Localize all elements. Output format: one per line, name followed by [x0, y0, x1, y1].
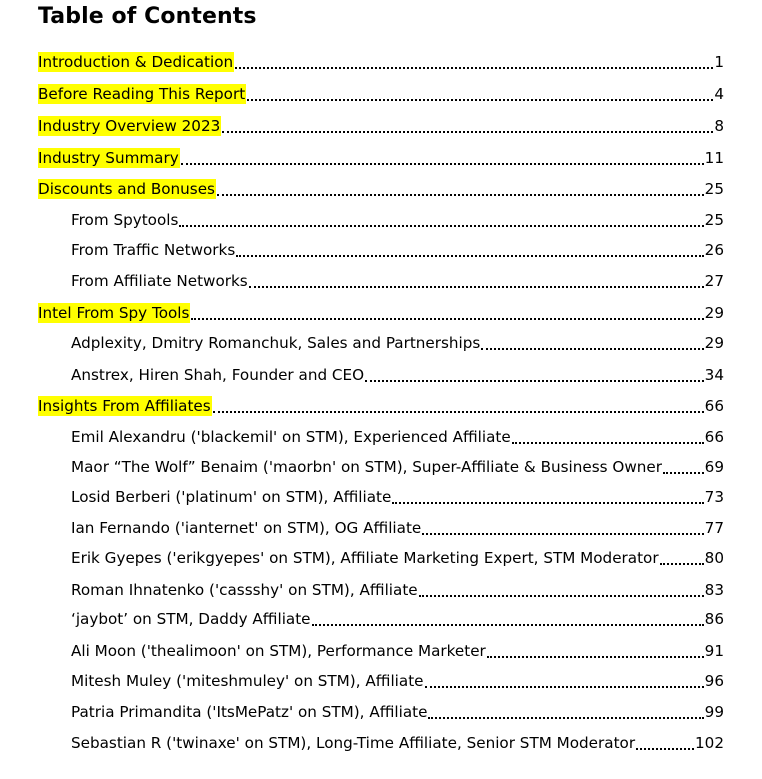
dot-leader	[481, 348, 703, 350]
toc-page-number[interactable]: 29	[704, 334, 724, 352]
toc-section-entry[interactable]	[38, 84, 724, 104]
toc-page-number[interactable]: 26	[704, 241, 724, 259]
dot-leader	[512, 442, 704, 444]
toc-subsection-entry[interactable]	[71, 671, 724, 691]
toc-subsection-entry[interactable]	[71, 641, 724, 661]
toc-subsection-entry[interactable]	[71, 210, 724, 230]
toc-subsection-entry[interactable]	[71, 457, 724, 477]
toc-entry-label[interactable]: Anstrex, Hiren Shah, Founder and CEO	[71, 366, 365, 384]
dot-leader	[247, 99, 713, 101]
dot-leader	[235, 67, 713, 69]
toc-entry-label[interactable]: ‘jaybot’ on STM, Daddy Affiliate	[71, 610, 311, 628]
toc-page-number[interactable]: 8	[714, 117, 724, 135]
toc-entry-label[interactable]: Insights From Affiliates	[38, 397, 211, 415]
toc-section-entry[interactable]	[38, 303, 724, 323]
toc-entry-label[interactable]: From Spytools	[71, 211, 179, 229]
toc-section-entry[interactable]	[38, 148, 724, 168]
dot-leader	[236, 255, 703, 257]
dot-leader	[422, 533, 703, 535]
toc-entry-label[interactable]: Ian Fernando ('ianternet' on STM), OG Affiliate	[71, 519, 422, 537]
dot-leader	[428, 717, 703, 719]
toc-entry-label[interactable]: Mitesh Muley ('miteshmuley' on STM), Affiliate	[71, 672, 424, 690]
toc-page-number[interactable]: 29	[704, 304, 724, 322]
toc-entry-label[interactable]: Intel From Spy Tools	[38, 304, 190, 322]
toc-entry-label[interactable]: Introduction & Dedication	[38, 53, 234, 71]
toc-entry-label[interactable]: Emil Alexandru ('blackemil' on STM), Experienced Affiliate	[71, 428, 511, 446]
toc-section-entry[interactable]	[38, 396, 724, 416]
toc-entry-label[interactable]: Roman Ihnatenko ('cassshy' on STM), Affiliate	[71, 581, 418, 599]
toc-entry-label[interactable]: Industry Overview 2023	[38, 117, 221, 135]
toc-subsection-entry[interactable]	[71, 518, 724, 538]
toc-page-number[interactable]: 99	[704, 703, 724, 721]
toc-page-number[interactable]: 66	[704, 397, 724, 415]
dot-leader	[181, 163, 704, 165]
dot-leader	[392, 502, 703, 504]
dot-leader	[636, 748, 694, 750]
toc-page-number[interactable]: 83	[704, 581, 724, 599]
dot-leader	[660, 563, 704, 565]
toc-page-number[interactable]: 1	[714, 53, 724, 71]
toc-subsection-entry[interactable]	[71, 548, 724, 568]
dot-leader	[487, 656, 704, 658]
toc-entry-label[interactable]: Ali Moon ('thealimoon' on STM), Performance Marketer	[71, 642, 486, 660]
dot-leader	[663, 472, 704, 474]
toc-section-entry[interactable]	[38, 179, 724, 199]
toc-subsection-entry[interactable]	[71, 733, 724, 753]
toc-subsection-entry[interactable]	[71, 333, 724, 353]
dot-leader	[365, 380, 704, 382]
toc-subsection-entry[interactable]	[71, 609, 724, 629]
toc-subsection-entry[interactable]	[71, 702, 724, 722]
toc-entry-label[interactable]: Erik Gyepes ('erikgyepes' on STM), Affiliate Marketing Expert, STM Moderator	[71, 549, 659, 567]
toc-page-number[interactable]: 4	[714, 85, 724, 103]
toc-page-number[interactable]: 25	[704, 211, 724, 229]
toc-page-number[interactable]: 73	[704, 488, 724, 506]
toc-section-entry[interactable]	[38, 52, 724, 72]
toc-page-number[interactable]: 77	[704, 519, 724, 537]
toc-subsection-entry[interactable]	[71, 580, 724, 600]
dot-leader	[191, 318, 703, 320]
dot-leader	[249, 286, 704, 288]
toc-subsection-entry[interactable]	[71, 427, 724, 447]
toc-entry-label[interactable]: Sebastian R ('twinaxe' on STM), Long-Time Affiliate, Senior STM Moderator	[71, 734, 636, 752]
toc-page-number[interactable]: 102	[695, 734, 724, 752]
toc-entry-label[interactable]: Industry Summary	[38, 149, 179, 167]
toc-page-number[interactable]: 34	[704, 366, 724, 384]
toc-page-number[interactable]: 86	[704, 610, 724, 628]
dot-leader	[222, 131, 713, 133]
toc-page-number[interactable]: 91	[704, 642, 724, 660]
dot-leader	[425, 686, 704, 688]
toc-entry-label[interactable]: Losid Berberi ('platinum' on STM), Affiliate	[71, 488, 392, 506]
toc-subsection-entry[interactable]	[71, 487, 724, 507]
toc-page-number[interactable]: 80	[704, 549, 724, 567]
toc-subsection-entry[interactable]	[71, 365, 724, 385]
dot-leader	[312, 624, 704, 626]
toc-page-number[interactable]: 11	[704, 149, 724, 167]
toc-entry-label[interactable]: From Traffic Networks	[71, 241, 236, 259]
dot-leader	[179, 225, 703, 227]
toc-page-number[interactable]: 27	[704, 272, 724, 290]
toc-subsection-entry[interactable]	[71, 271, 724, 291]
toc-entry-label[interactable]: Patria Primandita ('ItsMePatz' on STM), Affiliate	[71, 703, 428, 721]
dot-leader	[213, 411, 704, 413]
toc-page-number[interactable]: 96	[704, 672, 724, 690]
toc-entry-label[interactable]: Maor “The Wolf” Benaim ('maorbn' on STM), Super-Affiliate & Business Owner	[71, 458, 662, 476]
toc-page-number[interactable]: 25	[704, 180, 724, 198]
toc-subsection-entry[interactable]	[71, 240, 724, 260]
toc-entry-label[interactable]: Before Reading This Report	[38, 85, 246, 103]
toc-page-number[interactable]: 69	[704, 458, 724, 476]
toc-entry-label[interactable]: From Affiliate Networks	[71, 272, 248, 290]
dot-leader	[419, 595, 704, 597]
page-title: Table of Contents	[38, 4, 257, 29]
dot-leader	[217, 194, 704, 196]
toc-entry-label[interactable]: Adplexity, Dmitry Romanchuk, Sales and Partnerships	[71, 334, 481, 352]
toc-section-entry[interactable]	[38, 116, 724, 136]
toc-page-number[interactable]: 66	[704, 428, 724, 446]
toc-entry-label[interactable]: Discounts and Bonuses	[38, 180, 215, 198]
